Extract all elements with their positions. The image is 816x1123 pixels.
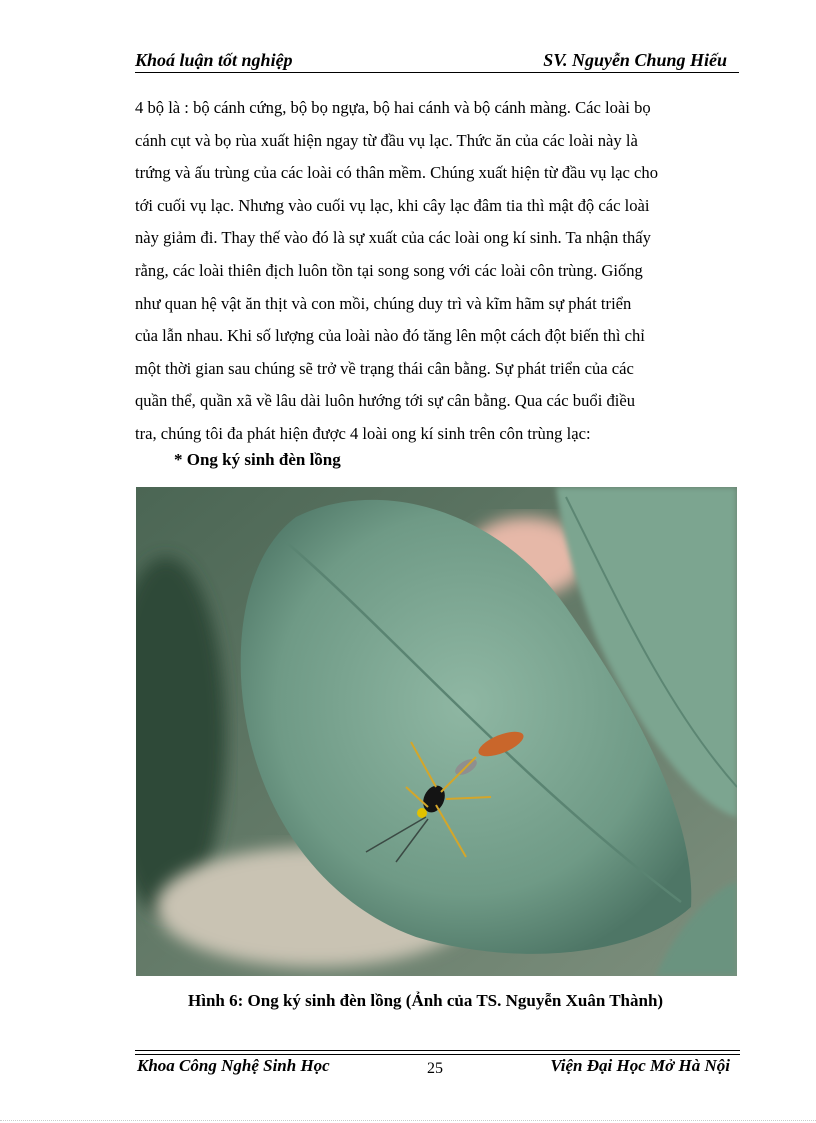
body-line: quần thể, quần xã về lâu dài luôn hướng tới sự cân bằng. Qua các buổi điều [135,391,636,411]
body-line: rằng, các loài thiên địch luôn tồn tại song song với các loài côn trùng. Giống [135,260,643,280]
body-line: cánh cụt và bọ rùa xuất hiện ngay từ đầu vụ lạc. Thức ăn của các loài này là [135,130,638,150]
header-thesis-title: Khoá luận tốt nghiệp [135,50,293,70]
figure-caption: Hình 6: Ong ký sinh đèn lồng (Ảnh của TS. Nguyễn Xuân Thành) [188,991,664,1010]
body-line: tới cuối vụ lạc. Nhưng vào cuối vụ lạc, khi cây lạc đâm tia thì mật độ các loài [135,195,650,215]
footer-faculty: Khoa Công Nghệ Sinh Học [137,1056,330,1075]
body-paragraph [135,92,740,451]
wasp-on-leaf-photo [136,487,737,976]
body-line: tra, chúng tôi đa phát hiện được 4 loài ong kí sinh trên côn trùng lạc: [135,423,591,443]
page-header [135,48,739,73]
page-footer [135,1056,740,1082]
header-author: SV. Nguyễn Chung Hiếu [543,50,727,70]
body-line: như quan hệ vật ăn thịt và con mồi, chúng duy trì và kĩm hãm sự phát triển [135,293,632,313]
page-number: 25 [427,1060,443,1077]
body-line: của lẫn nhau. Khi số lượng của loài nào đó tăng lên một cách đột biến thì chỉ [135,326,645,346]
body-line: này giảm đi. Thay thế vào đó là sự xuất của các loài ong kí sinh. Ta nhận thấy [135,228,651,248]
footer-rule-bottom [135,1054,740,1055]
body-line: trứng và ấu trùng của các loài có thân mềm. Chúng xuất hiện từ đầu vụ lạc cho [135,163,659,183]
body-line: 4 bộ là : bộ cánh cứng, bộ bọ ngựa, bộ hai cánh và bộ cánh màng. Các loài bọ [135,98,651,117]
footer-rule-top [135,1050,740,1051]
footer-institute: Viện Đại Học Mở Hà Nội [550,1056,730,1075]
body-line: một thời gian sau chúng sẽ trở về trạng thái cân bằng. Sự phát triển của các [135,358,634,378]
page-bottom-edge [0,1120,816,1121]
section-subheading: * Ong ký sinh đèn lồng [174,450,341,469]
